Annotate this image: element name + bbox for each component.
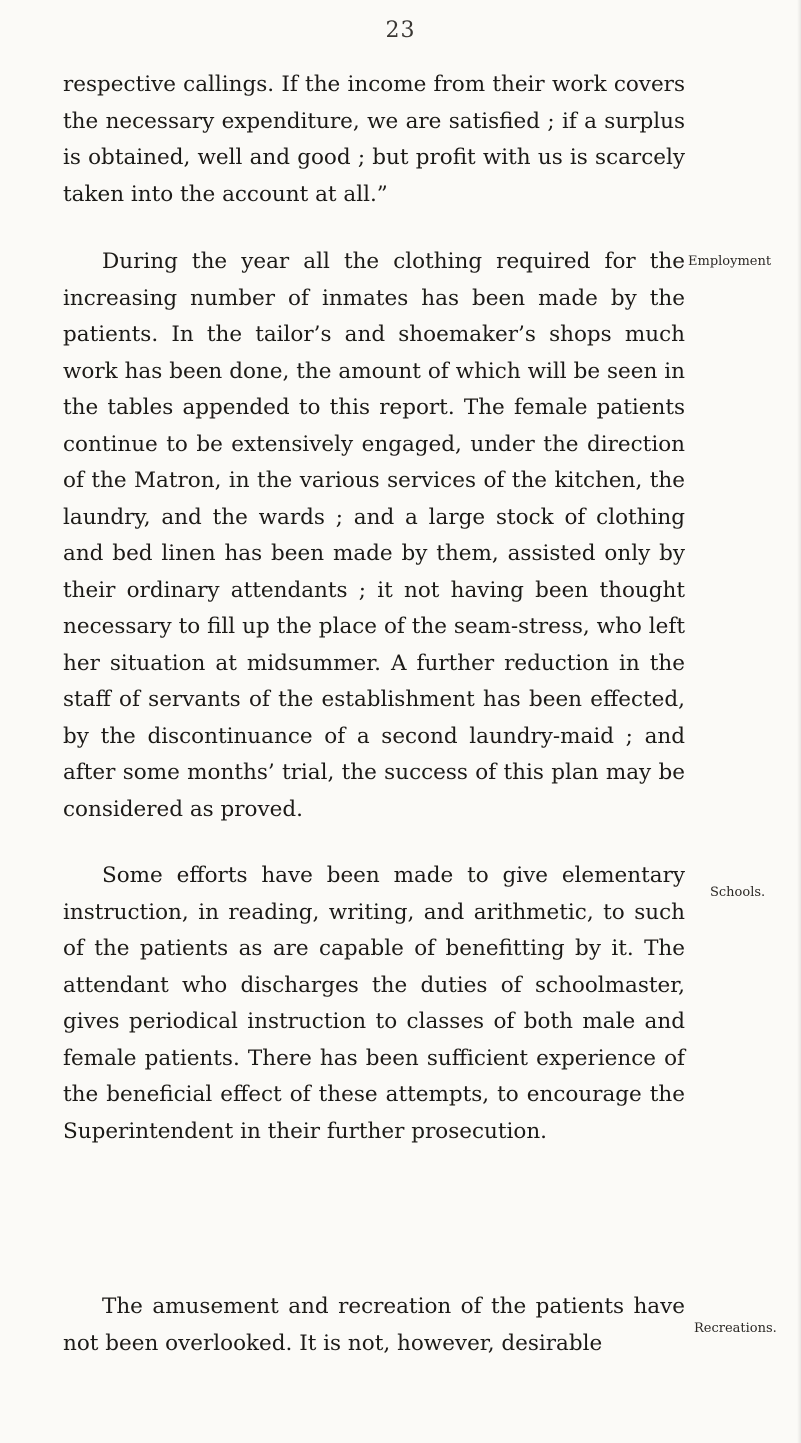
margin-note-employment: Employment xyxy=(688,254,772,269)
margin-note-schools: Schools. xyxy=(710,885,766,900)
page-edge-shadow xyxy=(797,0,801,1443)
page-number: 23 xyxy=(385,18,416,43)
margin-note-recreations: Recreations. xyxy=(694,1321,777,1336)
paragraph-schools: Some efforts have been made to give elementary instruction, in reading, writing, and arithmetic, to such of the patients as are capable of benefitting by it. The attendant who discharges the duties of schoolmaster, gives periodical instruction to classes of both male and female patients. There has been sufficient experience of the beneficial effect of these attempts, to encourage the Superintendent in their further prosecution. xyxy=(63,863,685,1144)
paragraph-employment: During the year all the clothing required for the increasing number of inmates has been made by the patients. In the tailor’s and shoemaker’s shops much work has been done, the amount of which will be seen in the tables appended to this report. The female patients continue to be extensively engaged, under the direction of the Matron, in the various services of the kitchen, the laundry, and the wards ; and a large stock of clothing and bed linen has been made by them, assisted only by their ordinary attendants ; it not having been thought necessary to fill up the place of the seam-stress, who left her situation at midsummer. A further reduction in the staff of servants of the establishment has been effected, by the discontinuance of a second laundry-maid ; and after some months’ trial, the success of this plan may be considered as proved. xyxy=(63,249,685,822)
paragraph-continuation: respective callings. If the income from their work covers the necessary expenditure, we are satisfied ; if a surplus is obtained, well and good ; but profit with us is scarcely taken into the account at all.” xyxy=(63,72,685,207)
paragraph-recreations: The amusement and recreation of the patients have not been overlooked. It is not, however, desirable xyxy=(63,1294,685,1356)
